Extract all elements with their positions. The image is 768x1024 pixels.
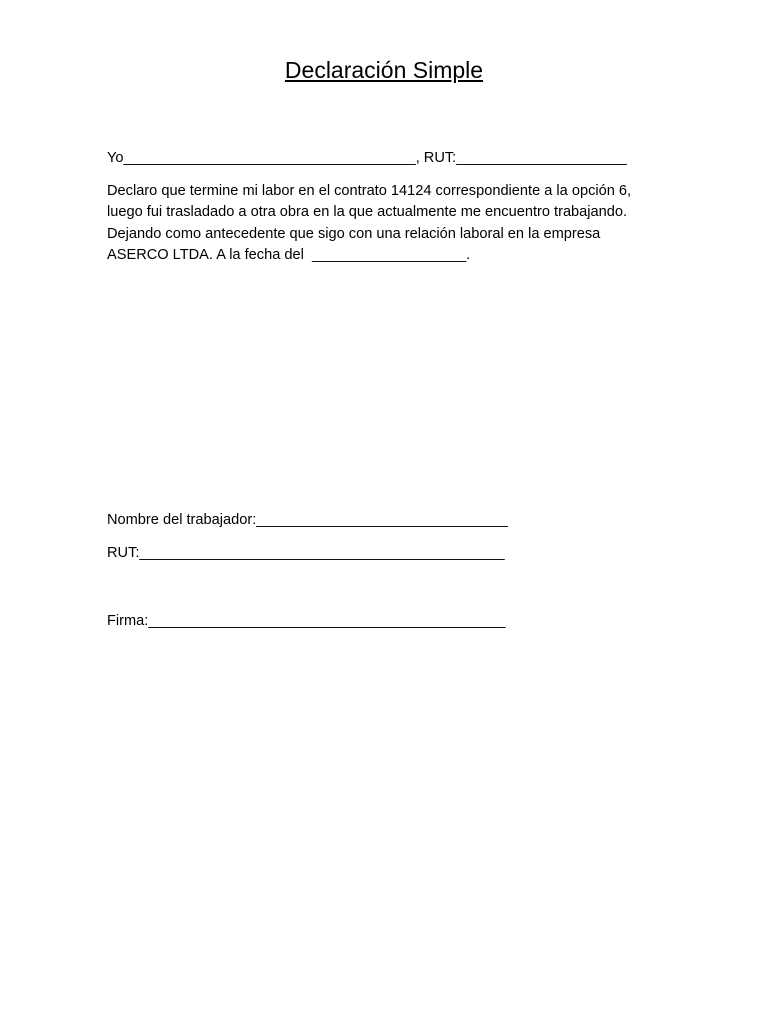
declaration-paragraph: [107, 181, 687, 266]
document-title: Declaración Simple: [284, 57, 484, 83]
paragraph-line: luego fui trasladado a otra obra en la que actualmente me encuentro trabajando.: [107, 204, 628, 221]
rut-field: RUT:_____________________________________________: [107, 545, 505, 561]
paragraph-line: Declaro que termine mi labor en el contrato 14124 correspondiente a la opción 6,: [107, 183, 632, 199]
paragraph-line: ASERCO LTDA. A la fecha del ___________________.: [107, 246, 471, 263]
signature-field: Firma:____________________________________________: [107, 613, 506, 629]
paragraph-line: Dejando como antecedente que sigo con una relación laboral en la empresa: [107, 225, 601, 242]
declarant-name-rut-line: Yo____________________________________, RUT:_____________________: [107, 150, 627, 166]
worker-name-field: Nombre del trabajador:_______________________________: [107, 512, 508, 528]
